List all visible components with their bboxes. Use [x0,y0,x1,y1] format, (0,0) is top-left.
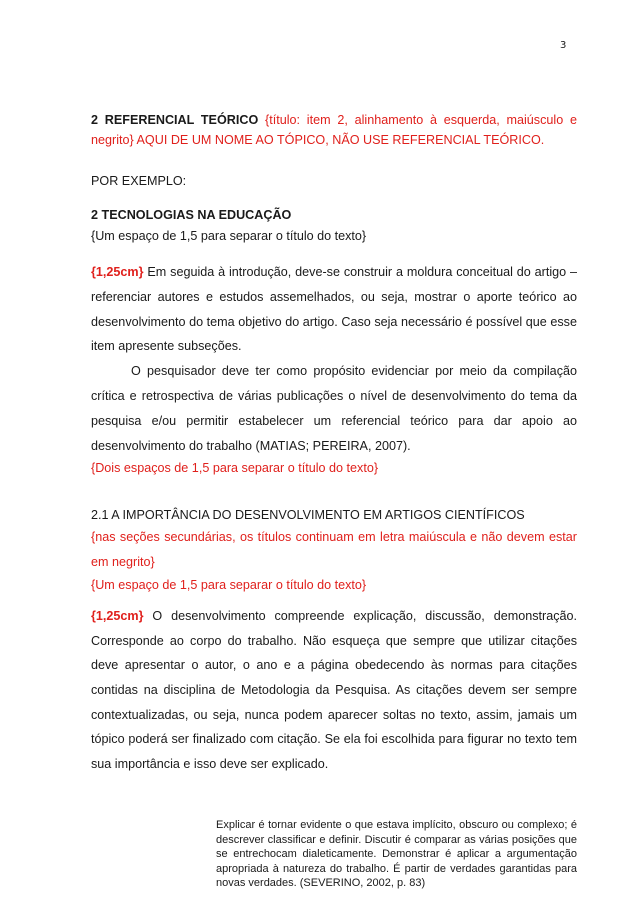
indent-marker: {1,25cm} [91,265,144,280]
paragraph-development [91,604,577,776]
spacing-note-double: {Dois espaços de 1,5 para separar o título do texto} [91,461,379,476]
long-quotation: Explicar é tornar evidente o que estava implícito, obscuro ou complexo; é descrever classificar e definir. Discutir é comparar as várias posições que se entrechocam dialeticamente. Demonstrar é aplicar a argumentação apropriada à natureza do trabalho. É partir de verdades garantidas para novas verdades. (SEVERINO, 2002, p. 83) [216,819,577,889]
page-number: 3 [560,40,567,51]
example-heading-text: 2 TECNOLOGIAS NA EDUCAÇÃO [91,208,292,223]
spacing-note: {Um espaço de 1,5 para separar o título do texto} [91,228,367,243]
example-heading [91,205,577,225]
section-heading-2-1: 2.1 A IMPORTÂNCIA DO DESENVOLVIMENTO EM ARTIGOS CIENTÍFICOS [91,507,525,522]
section-heading-1 [91,110,577,151]
heading-title: 2 REFERENCIAL TEÓRICO [91,113,259,127]
example-label: POR EXEMPLO: [91,173,187,188]
page-content [91,110,577,890]
heading-instruction-topic: AQUI DE UM NOME AO TÓPICO, NÃO USE REFERENCIAL TEÓRICO. [136,133,545,148]
spacing-note-secondary: {Um espaço de 1,5 para separar o título do texto} [91,577,367,592]
paragraph-text: O desenvolvimento compreende explicação, discussão, demonstração. Corresponde ao corpo do trabalho. Não esqueça que sempre que utilizar citações deve apresentar o autor, o ano e a página obedecendo às normas para citações contidas na disciplina de Metodologia da Pesquisa. As citações devem ser sempre contextualizadas, ou seja, nunca podem aparecer soltas no texto, assim, jamais um tópico poderá ser finalizado com citação. Se ela foi escolhida para figurar no texto tem sua importância e isso deve ser explicado. [91,609,578,771]
heading-instruction: {título: item 2, alinhamento à esquerda, maiúsculo e negrito} [91,113,577,148]
paragraph-researcher: O pesquisador deve ter como propósito evidenciar por meio da compilação crítica e retrospectiva de várias publicações o nível de desenvolvimento do tema da pesquisa e/ou permitir estabelecer um referencial teórico para dar apoio ao desenvolvimento do trabalho (MATIAS; PEREIRA, 2007). [91,364,577,453]
secondary-section-note: {nas seções secundárias, os títulos continuam em letra maiúscula e não devem estar em negrito} [91,530,577,570]
paragraph-intro [91,260,577,359]
paragraph-text: Em seguida à introdução, deve-se construir a moldura conceitual do artigo – referenciar autores e estudos assemelhados, ou seja, mostrar o aporte teórico ao desenvolvimento do tema objetivo do artigo. Caso seja necessário é possível que esse item apresente subseções. [91,265,578,354]
indent-marker: {1,25cm} [91,609,144,624]
